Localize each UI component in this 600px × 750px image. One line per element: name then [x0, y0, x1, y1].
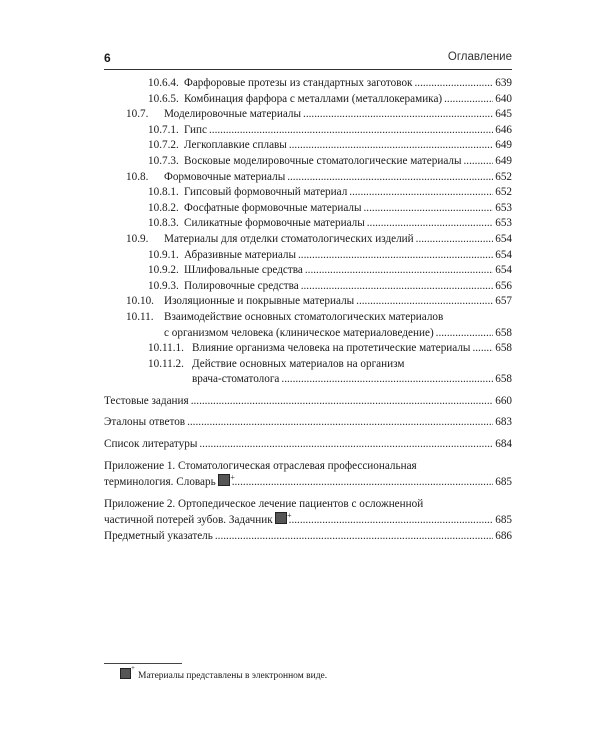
toc-entry-label — [104, 394, 189, 410]
toc-leader-dots — [187, 415, 493, 431]
electronic-material-icon — [218, 474, 230, 486]
toc-leader-dots — [464, 154, 494, 170]
toc-page-number: 649 — [495, 139, 512, 152]
toc-leader-dots — [364, 201, 494, 217]
toc-entry[interactable] — [104, 154, 512, 170]
page-header — [104, 51, 512, 70]
toc-entry-text: с организмом человека (клиническое материаловедение) — [164, 326, 434, 339]
toc-page-number: 646 — [495, 123, 512, 136]
toc-entry-label — [104, 497, 423, 513]
toc-leader-dots — [301, 279, 494, 295]
toc-entry-label — [148, 92, 442, 108]
toc-entry-text: терминология. Словарь — [104, 476, 216, 489]
toc-page-number: 645 — [495, 108, 512, 121]
toc-entry-text: Эталоны ответов — [104, 416, 186, 429]
toc-entry-label — [126, 326, 434, 342]
toc-entry-label — [148, 341, 470, 357]
toc-entry[interactable] — [104, 92, 512, 108]
toc-entry[interactable] — [104, 201, 512, 217]
toc-entry-number: 10.6.5. — [148, 92, 179, 105]
toc-entry-label — [126, 107, 301, 123]
toc-entry-text: Полировочные средства — [184, 279, 299, 292]
toc-entry-label — [148, 357, 404, 373]
toc-entry-label — [148, 185, 347, 201]
toc-entry[interactable] — [104, 474, 512, 491]
toc-entry-text: Шлифовальные средства — [184, 264, 303, 277]
toc-leader-dots — [232, 475, 494, 491]
toc-entry[interactable] — [104, 232, 512, 248]
toc-entry[interactable] — [104, 497, 512, 513]
toc-entry-text: Изоляционные и покрывные материалы — [164, 295, 355, 308]
toc-entry[interactable] — [104, 216, 512, 232]
toc-entry-label — [104, 459, 417, 475]
footnote-rule — [104, 663, 182, 664]
toc-entry[interactable] — [104, 529, 512, 545]
toc-entry[interactable] — [104, 248, 512, 264]
toc-entry[interactable] — [104, 512, 512, 529]
toc-entry-number: 10.10. — [126, 295, 154, 308]
toc-entry[interactable] — [104, 326, 512, 342]
toc-entry-number: 10.9.1. — [148, 248, 179, 261]
footnote-text: Материалы представлены в электронном виде. — [138, 671, 328, 681]
toc-entry-label — [104, 512, 287, 529]
toc-entry-label — [104, 415, 185, 431]
toc-entry-text: Приложение 2. Ортопедическое лечение пациентов с осложненной — [104, 497, 424, 510]
toc-entry-number: 10.7.1. — [148, 123, 179, 136]
toc-entry[interactable] — [104, 459, 512, 475]
toc-page-number: 686 — [495, 530, 512, 543]
toc-leader-dots — [472, 341, 493, 357]
toc-leader-dots — [298, 248, 493, 264]
toc-entry[interactable] — [104, 138, 512, 154]
toc-leader-dots — [367, 216, 493, 232]
toc-leader-dots — [289, 138, 493, 154]
toc-entry-text: Легкоплавкие сплавы — [184, 139, 287, 152]
toc-leader-dots — [191, 394, 494, 410]
toc-page-number: 685 — [495, 476, 512, 489]
toc-entry[interactable] — [104, 170, 512, 186]
toc-entry-label — [148, 201, 362, 217]
toc-entry[interactable] — [104, 357, 512, 373]
toc-entry-text: Абразивные материалы — [184, 248, 296, 261]
toc-entry-number: 10.7.2. — [148, 139, 179, 152]
toc-entry-label — [126, 170, 285, 186]
toc-leader-dots — [444, 92, 493, 108]
toc-entry[interactable] — [104, 123, 512, 139]
toc-leader-dots — [287, 170, 493, 186]
toc-entry-number: 10.9. — [126, 232, 149, 245]
toc-entry[interactable] — [104, 310, 512, 326]
toc-page-number: 683 — [495, 416, 512, 429]
toc-entry-text: Тестовые задания — [104, 394, 189, 407]
toc-entry-text: Комбинация фарфора с металлами (металлокерамика) — [184, 92, 443, 105]
toc-entry-text: Взаимодействие основных стоматологических материалов — [164, 310, 444, 323]
toc-page-number: 653 — [495, 217, 512, 230]
toc-page-number: 652 — [495, 186, 512, 199]
toc-entry-label — [148, 76, 413, 92]
toc-entry-text: Приложение 1. Стоматологическая отраслевая профессиональная — [104, 459, 417, 472]
toc-entry-label — [126, 310, 443, 326]
toc-entry-text: Действие основных материалов на организм — [192, 357, 405, 370]
toc-leader-dots — [303, 107, 493, 123]
toc-page-number: 652 — [495, 170, 512, 183]
toc-entry-text: Фосфатные формовочные материалы — [184, 201, 362, 214]
toc-entry-label — [104, 474, 230, 491]
toc-entry-number: 10.7. — [126, 108, 149, 121]
toc-page-number: 653 — [495, 201, 512, 214]
toc-entry[interactable] — [104, 294, 512, 310]
toc-page-number: 656 — [495, 279, 512, 292]
toc-entry-label — [126, 294, 354, 310]
toc-entry[interactable] — [104, 76, 512, 92]
toc-entry-text: Влияние организма человека на протетические материалы — [192, 342, 471, 355]
toc-entry-number: 10.8.2. — [148, 201, 179, 214]
toc-entry-text: Гипсовый формовочный материал — [184, 186, 348, 199]
toc-entry-text: Материалы для отделки стоматологических изделий — [164, 232, 414, 245]
toc-entry[interactable] — [104, 341, 512, 357]
toc-entry[interactable] — [104, 107, 512, 123]
toc-page-number: 640 — [495, 92, 512, 105]
toc-entry-label — [148, 138, 287, 154]
toc-entry-number: 10.9.3. — [148, 279, 179, 292]
toc-entry[interactable] — [104, 185, 512, 201]
toc-entry-number: 10.11. — [126, 310, 154, 323]
toc-leader-dots — [215, 529, 493, 545]
toc-entry-number: 10.8. — [126, 170, 149, 183]
toc-entry-text: Фарфоровые протезы из стандартных заготовок — [184, 77, 413, 89]
toc-entry-label — [148, 372, 279, 388]
toc-entry-label — [148, 123, 207, 139]
toc-entry[interactable] — [104, 372, 512, 388]
toc-leader-dots — [415, 76, 494, 92]
toc-entry[interactable] — [104, 279, 512, 295]
toc-entry-text: Моделировочные материалы — [164, 108, 302, 121]
toc-leader-dots — [305, 263, 493, 279]
toc-page-number: 658 — [495, 373, 512, 386]
electronic-material-icon — [120, 668, 131, 679]
toc-entry-text: врача-стоматолога — [192, 373, 280, 386]
toc-entry-label — [148, 263, 303, 279]
toc-page-number: 654 — [495, 264, 512, 277]
toc-leader-dots — [436, 326, 494, 342]
toc-leader-dots — [349, 185, 493, 201]
toc-page-number: 660 — [495, 394, 512, 407]
running-title: Оглавление — [447, 51, 512, 63]
toc-entry[interactable] — [104, 394, 512, 410]
toc-entry-label — [148, 154, 462, 170]
table-of-contents — [104, 76, 512, 545]
toc-entry-number: 10.9.2. — [148, 264, 179, 277]
toc-page-number: 654 — [495, 248, 512, 261]
toc-entry-text: Формовочные материалы — [164, 170, 286, 183]
footnote — [120, 668, 327, 681]
toc-leader-dots — [356, 294, 493, 310]
toc-leader-dots — [416, 232, 494, 248]
toc-entry-label — [104, 437, 197, 453]
toc-entry-text: Предметный указатель — [104, 530, 213, 543]
toc-entry[interactable] — [104, 263, 512, 279]
toc-page-number: 649 — [495, 154, 512, 167]
toc-entry-label — [126, 232, 414, 248]
toc-entry[interactable] — [104, 437, 512, 453]
toc-leader-dots — [281, 372, 493, 388]
toc-entry-label — [148, 216, 365, 232]
toc-entry-label — [148, 279, 299, 295]
toc-entry-number: 10.11.2. — [148, 357, 184, 370]
toc-page-number: 685 — [495, 514, 512, 527]
toc-entry-text: частичной потерей зубов. Задачник — [104, 514, 273, 527]
toc-page-number: 654 — [495, 232, 512, 245]
toc-page-number: 639 — [495, 77, 512, 89]
toc-entry-label — [104, 529, 213, 545]
toc-entry-number: 10.8.3. — [148, 217, 179, 230]
toc-page-number: 658 — [495, 326, 512, 339]
page-number: 6 — [104, 51, 111, 65]
toc-entry-text: Гипс — [184, 123, 207, 136]
toc-entry-number: 10.11.1. — [148, 342, 184, 355]
toc-entry-text: Список литературы — [104, 438, 198, 451]
toc-leader-dots — [209, 123, 493, 139]
toc-entry-text: Силикатные формовочные материалы — [184, 217, 365, 230]
toc-leader-dots — [289, 513, 494, 529]
toc-page-number: 684 — [495, 438, 512, 451]
toc-page-number: 657 — [495, 295, 512, 308]
toc-entry-text: Восковые моделировочные стоматологические материалы — [184, 154, 462, 167]
toc-entry-number: 10.6.4. — [148, 77, 179, 89]
toc-entry[interactable] — [104, 415, 512, 431]
toc-entry-label — [148, 248, 296, 264]
toc-page-number: 658 — [495, 342, 512, 355]
toc-leader-dots — [199, 437, 493, 453]
toc-entry-number: 10.8.1. — [148, 186, 179, 199]
toc-entry-number: 10.7.3. — [148, 154, 179, 167]
electronic-material-icon — [275, 512, 287, 524]
